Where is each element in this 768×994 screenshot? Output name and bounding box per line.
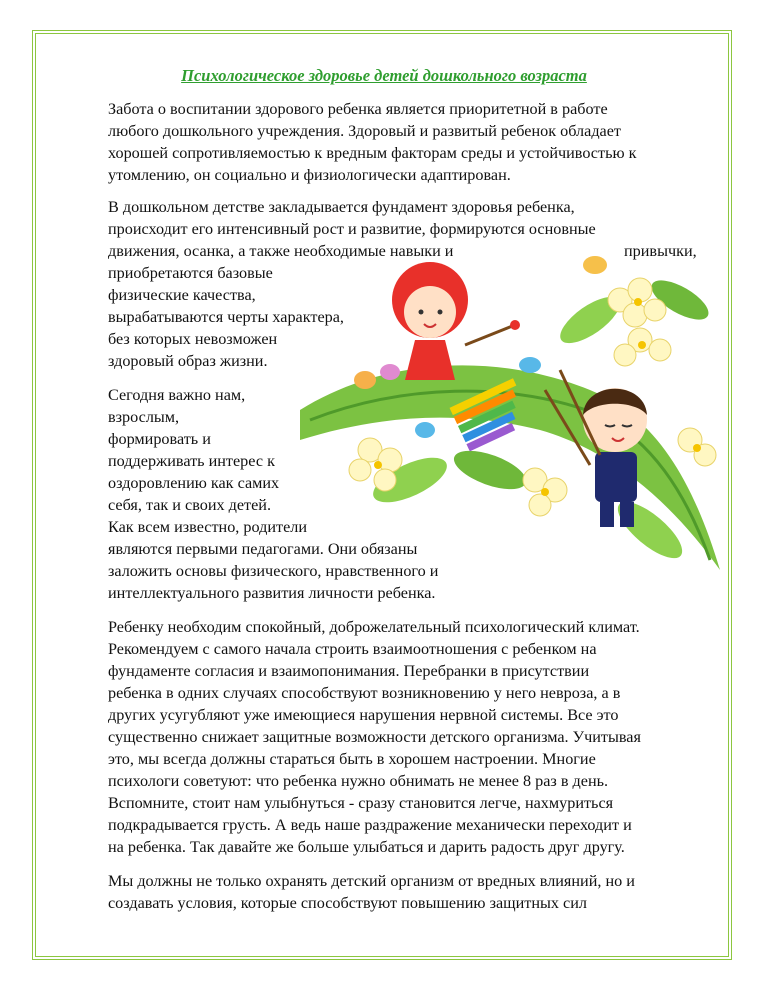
text-line: без которых невозможен [108, 330, 278, 348]
text-line: поддерживать интерес к [108, 452, 275, 470]
paragraph-3 [108, 384, 438, 604]
text-line: любого дошкольного учреждения. Здоровый и развитый ребенок обладает [108, 122, 621, 140]
text-line: взрослым, [108, 408, 180, 426]
text-line: приобретаются базовые [108, 264, 273, 282]
paragraph-1 [108, 98, 636, 186]
text-line: подкрадывается грусть. А ведь наше раздражение механически переходит и [108, 816, 632, 834]
text-line: фундаменте согласия и взаимопонимания. Перебранки в присутствии [108, 662, 590, 680]
text-line: Как всем известно, родители [108, 518, 308, 536]
text-line: это, мы всегда должны стараться быть в хорошем настроении. Многие [108, 750, 596, 768]
trailing-word: привычки, [624, 242, 697, 260]
paragraph-4 [108, 616, 641, 858]
text-line: заложить основы физического, нравственного и [108, 562, 439, 580]
text-line: создавать условия, которые способствуют повышению защитных сил [108, 894, 587, 912]
text-line: себя, так и своих детей. [108, 496, 272, 514]
document-title: Психологическое здоровье детей дошкольного возраста [181, 66, 587, 85]
text-line: ребенка в одних случаях способствуют возникновению у него невроза, а в [108, 684, 621, 702]
text-line: Ребенку необходим спокойный, доброжелательный психологический климат. [108, 618, 640, 636]
text-line: на ребенка. Так давайте же больше улыбаться и дарить радость друг другу. [108, 838, 625, 856]
text-line: утомлению, он социально и физиологически адаптирован. [108, 166, 511, 184]
text-line: психологи советуют: что ребенка нужно обнимать не менее 8 раз в день. [108, 772, 609, 790]
text-line-start: движения, осанка, а также необходимые навыки и [108, 242, 454, 260]
text-line: вырабатываются черты характера, [108, 308, 344, 326]
text-line: происходит его интенсивный рост и развитие, формируются основные [108, 220, 596, 238]
text-line: других усугубляют уже имеющиеся нарушения нервной системы. Все это [108, 706, 619, 724]
text-line: Сегодня важно нам, [108, 386, 246, 404]
text-line: здоровый образ жизни. [108, 352, 268, 370]
text-line: хорошей сопротивляемостью к вредным факторам среды и устойчивостью к [108, 144, 637, 162]
text-line: являются первыми педагогами. Они обязаны [108, 540, 418, 558]
text-line: физические качества, [108, 286, 256, 304]
text-line: формировать и [108, 430, 211, 448]
text-line: интеллектуального развития личности ребенка. [108, 584, 436, 602]
text-line: оздоровлению как самих [108, 474, 280, 492]
text-line: В дошкольном детстве закладывается фундамент здоровья ребенка, [108, 198, 575, 216]
paragraph-5 [108, 870, 635, 914]
text-line: существенно снижает защитные возможности детского организма. Учитывая [108, 728, 641, 746]
text-line: Вспомните, стоит нам улыбнуться - сразу становится легче, нахмуриться [108, 794, 614, 812]
text-line: Забота о воспитании здорового ребенка является приоритетной в работе [108, 100, 608, 118]
text-line: Рекомендуем с самого начала строить взаимоотношения с ребенком на [108, 640, 597, 658]
text-line: Мы должны не только охранять детский организм от вредных влияний, но и [108, 872, 635, 890]
